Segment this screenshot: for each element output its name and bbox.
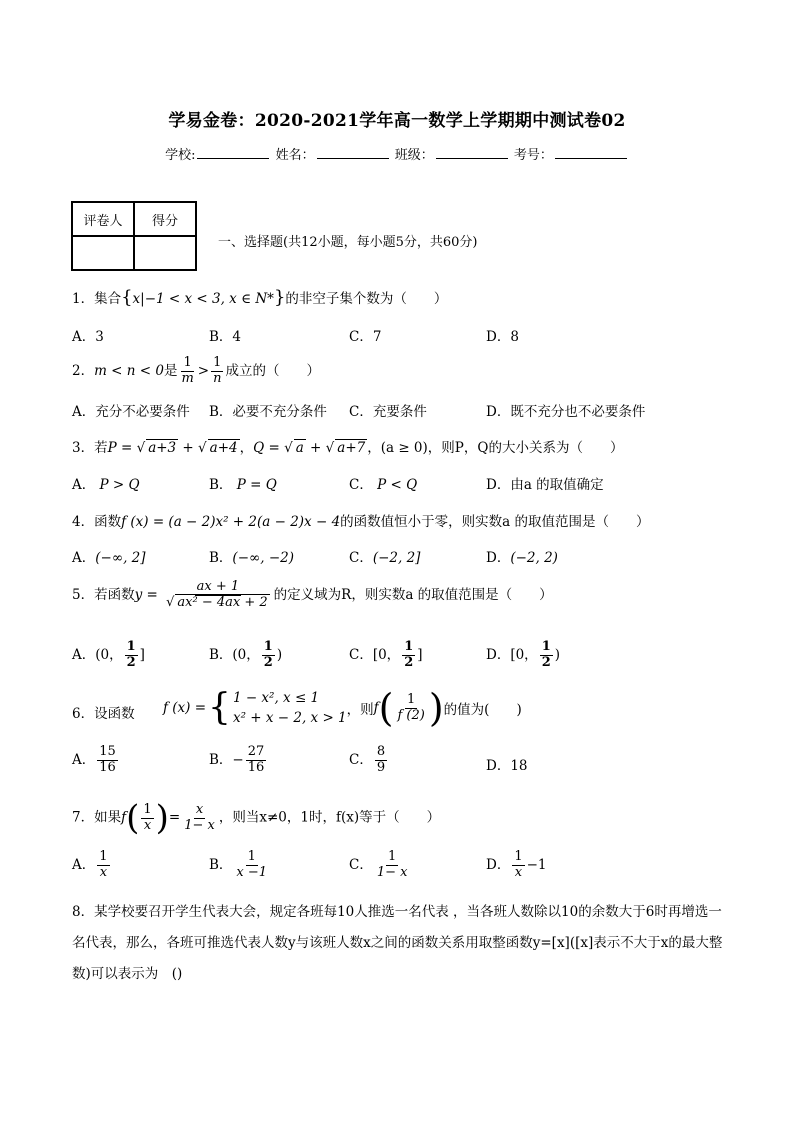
q1-set: {x|−1 < x < 3, x ∈ N*} <box>121 287 286 308</box>
q3-p: P = <box>107 440 137 456</box>
q6-suffix: 的值为( ) <box>443 702 522 718</box>
q2-frac-1: $\frac{1}{m}$ <box>181 355 194 386</box>
q1-set-expr: x|−1 < x < 3, x ∈ N* <box>132 291 274 307</box>
question-1 <box>72 287 447 308</box>
q5-option-d[interactable]: D．[0， $\frac{1}{2}$ ) <box>486 639 561 670</box>
q6-option-b[interactable]: B．− $\frac{27}{16}$ <box>209 744 265 775</box>
score-table <box>71 201 197 271</box>
q4-option-c[interactable]: C．(−2, 2] <box>349 550 421 566</box>
q7-prefix: 7．如果 <box>72 809 122 826</box>
score-cell[interactable] <box>134 236 196 270</box>
q1-prefix: 1．集合 <box>72 291 122 307</box>
q3-comma: ， <box>239 440 254 456</box>
question-4 <box>72 510 650 530</box>
class-field[interactable] <box>436 145 508 159</box>
q2-cond: m < n < 0 <box>94 362 164 379</box>
question-5 <box>72 580 553 611</box>
school-field[interactable] <box>197 145 269 159</box>
q5-option-b[interactable]: B．(0， $\frac{1}{2}$ ) <box>209 639 283 670</box>
q5-y: y = <box>134 586 163 603</box>
q3-plus-1: + <box>178 440 199 456</box>
school-label: 学校: <box>165 148 196 163</box>
q3-plus-2: + <box>305 440 326 456</box>
q4-prefix: 4．函数 <box>72 514 122 530</box>
q6-option-a[interactable]: A． $\frac{15}{16}$ <box>72 744 116 775</box>
question-2 <box>72 356 320 387</box>
q7-option-d[interactable]: D． $\frac{1}{x}$ −1 <box>486 849 547 880</box>
q7-option-b[interactable]: B． $\frac{1}{x -1}$ <box>209 849 268 880</box>
q2-option-c[interactable]: C．充要条件 <box>349 404 427 420</box>
q4-suffix: 的函数值恒小于零，则实数a 的取值范围是（ ） <box>340 514 650 530</box>
name-label: 姓名： <box>275 148 315 163</box>
q1-option-a[interactable]: A．3 <box>72 329 104 345</box>
q3-root-4: a+7 <box>337 440 366 456</box>
q3-root-1: a+3 <box>148 440 177 456</box>
q1-option-d[interactable]: D．8 <box>486 329 519 345</box>
q7-inner-frac: $\frac{1}{x}$ <box>143 801 152 833</box>
q4-option-a[interactable]: A．(−∞, 2] <box>72 550 146 566</box>
q5-option-a[interactable]: A．(0， $\frac{1}{2}$ ] <box>72 639 145 670</box>
q6-fx: f (x) = <box>163 700 207 716</box>
q2-frac-2: $\frac{1}{n}$ <box>213 355 222 386</box>
q6-cases <box>233 688 347 729</box>
q4-option-b[interactable]: B．(−∞, −2) <box>209 550 294 566</box>
q3-suffix: ，则P，Q的大小关系为（ ） <box>427 440 624 456</box>
q3-root-2: a+4 <box>209 440 238 456</box>
page-title: 学易金卷：2020-2021学年高一数学上学期期中测试卷02 <box>168 111 626 131</box>
q7-f: f <box>121 809 127 826</box>
score-header: 得分 <box>134 202 196 236</box>
q2-option-a[interactable]: A．充分不必要条件 <box>72 404 190 420</box>
q3-root-3: a <box>295 440 304 456</box>
name-field[interactable] <box>317 145 389 159</box>
q3-option-d[interactable]: D．由a 的取值确定 <box>486 477 604 493</box>
question-3: 3．若P = √ a+3 + √ a+4 ，Q = √ a + √ a+7 ，(a ≥ 0)，则P，Q的大小关系为（ ） <box>72 440 624 456</box>
q4-expr: f (x) = (a − 2)x² + 2(a − 2)x − 4 <box>121 514 341 530</box>
q6-option-d[interactable]: D．18 <box>486 758 528 774</box>
grader-header: 评卷人 <box>72 202 134 236</box>
q3-option-c[interactable]: C． P < Q <box>349 477 418 493</box>
q3-cond: ，(a ≥ 0) <box>367 440 428 456</box>
grader-cell[interactable] <box>72 236 134 270</box>
q7-suffix: ，则当x≠0，1时，f(x)等于（ ） <box>218 809 441 826</box>
q3-option-b[interactable]: B． P = Q <box>209 477 277 493</box>
q2-gt: > <box>197 362 210 379</box>
q7-rhs-frac: $\frac{x}{1- x}$ <box>184 801 215 833</box>
q7-option-c[interactable]: C． $\frac{1}{1- x}$ <box>349 849 408 880</box>
question-7: 7．如果f( $\frac{1}{x}$ )= $\frac{x}{1- x}$ ，则当x≠0，1时，f(x)等于（ ） <box>72 798 441 838</box>
q7-option-a[interactable]: A． $\frac{1}{x}$ <box>72 849 108 880</box>
q1-suffix: 的非空子集个数为（ ） <box>285 291 448 307</box>
q1-option-b[interactable]: B．4 <box>209 329 242 345</box>
q2-suffix: 成立的（ ） <box>225 362 320 379</box>
q3-option-a[interactable]: A． P > Q <box>72 477 140 493</box>
q2-prefix: 2． <box>72 362 95 379</box>
q3-prefix: 3．若 <box>72 440 108 456</box>
question-8: 8．某学校要召开学生代表大会，规定各班每10人推选一名代表 ，当各班人数除以10的余数大于6时再增选一名代表，那么，各班可推选代表人数y与该班人数x之间的函数关系用取整函数y=[x]([x]表示不大于x的最大整数)可以表示为 () <box>72 904 723 982</box>
q2-mid: 是 <box>163 362 178 379</box>
exam-no-field[interactable] <box>555 145 627 159</box>
q6-then: ，则 <box>346 702 374 718</box>
class-label: 班级： <box>394 148 434 163</box>
q7-eq: = <box>168 809 181 826</box>
q5-option-c[interactable]: C．[0， $\frac{1}{2}$ ] <box>349 639 423 670</box>
q4-option-d[interactable]: D．(−2, 2) <box>486 550 558 566</box>
q5-prefix: 5．若函数 <box>72 586 135 603</box>
q6-f: f <box>373 700 379 716</box>
q6-case-2: x² + x − 2, x > 1 <box>232 710 347 726</box>
section-heading: 一、选择题(共12小题，每小题5分，共60分) <box>218 235 478 250</box>
q6-option-c[interactable]: C． $\frac{8}{9}$ <box>349 744 386 775</box>
q3-q: Q = <box>253 440 285 456</box>
q1-option-c[interactable]: C．7 <box>349 329 382 345</box>
q5-frac: $\frac{ax + 1}{\text{√ ax² − 4ax + 2}}$ <box>166 579 268 610</box>
q6-inner-frac: $\frac{1}{f (2)}$ <box>397 691 425 723</box>
q2-option-d[interactable]: D．既不充分也不必要条件 <box>486 404 646 420</box>
question-6: f (x) = { 1 − x², x ≤ 1 x² + x − 2, x > 1 ，则 f ( $\frac{1}{f (2)}$ ) 的值为( ) <box>163 686 522 730</box>
q2-option-b[interactable]: B．必要不充分条件 <box>209 404 327 420</box>
q6-case-1: 1 − x², x ≤ 1 <box>232 689 320 706</box>
exam-no-label: 考号： <box>513 148 553 163</box>
q5-suffix: 的定义域为R，则实数a 的取值范围是（ ） <box>273 586 553 603</box>
question-6-prefix: 6．设函数 <box>72 706 135 722</box>
student-info-line <box>0 144 794 163</box>
